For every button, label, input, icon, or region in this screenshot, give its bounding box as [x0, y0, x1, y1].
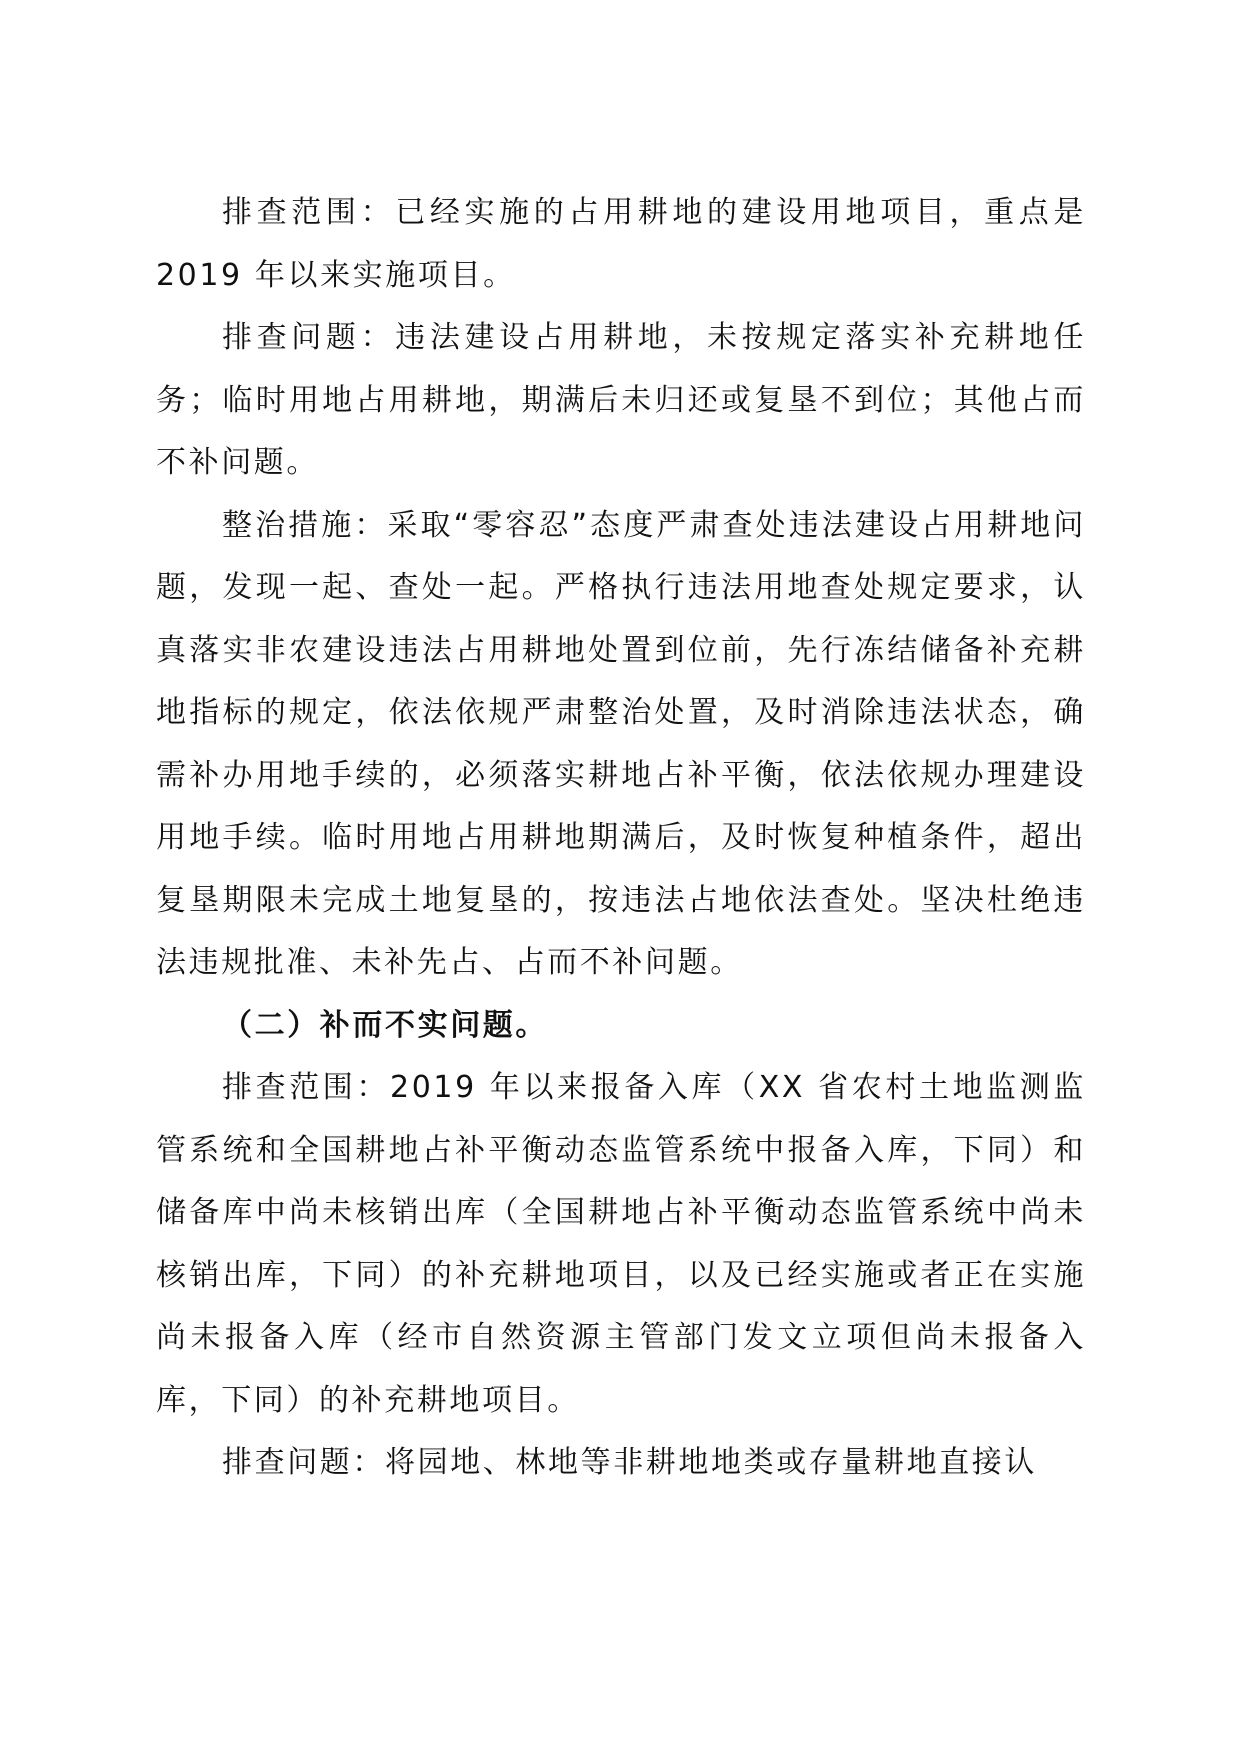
- paragraph-label: 排查问题：: [222, 1445, 385, 1480]
- paragraph-issues-occupation: [156, 307, 1086, 495]
- paragraph-text: 2019 年以来报备入库（XX 省农村土地监测监管系统和全国耕地占补平衡动态监管系统中报备入库，下同）和储备库中尚未核销出库（全国耕地占补平衡动态监管系统中尚未核销出库，下同）的补充耕地项目，以及已经实施或者正在实施尚未报备入库（经市自然资源主管部门发文立项但尚未报备入库，下同）的补充耕地项目。: [156, 1070, 1086, 1418]
- paragraph-text: 已经实施的占用耕地的建设用地项目，重点是2019 年以来实施项目。: [156, 195, 1087, 293]
- paragraph-text: 违法建设占用耕地，未按规定落实补充耕地任务；临时用地占用耕地，期满后未归还或复垦不到位；其他占而不补问题。: [156, 320, 1087, 480]
- paragraph-label: 排查范围：: [222, 195, 396, 230]
- paragraph-scope-occupation: [156, 182, 1086, 307]
- paragraph-issues-supplement: [156, 1432, 1086, 1495]
- paragraph-label: 排查问题：: [222, 320, 396, 355]
- paragraph-text: 将园地、林地等非耕地地类或存量耕地直接认: [385, 1445, 1037, 1480]
- paragraph-label: 排查范围：: [222, 1070, 391, 1105]
- paragraph-text: 采取“零容忍”态度严肃查处违法建设占用耕地问题，发现一起、查处一起。严格执行违法用地查处规定要求，认真落实非农建设违法占用耕地处置到位前，先行冻结储备补充耕地指标的规定，依法依规严肃整治处置，及时消除违法状态，确需补办用地手续的，必须落实耕地占补平衡，依法依规办理建设用地手续。临时用地占用耕地期满后，及时恢复种植条件，超出复垦期限未完成土地复垦的，按违法占地依法查处。坚决杜绝违法违规批准、未补先占、占而不补问题。: [156, 507, 1086, 980]
- paragraph-scope-supplement: [156, 1057, 1086, 1432]
- section-heading: （二）补而不实问题。: [222, 1007, 548, 1043]
- paragraph-label: 整治措施：: [222, 507, 388, 543]
- document-body: [156, 182, 1086, 1495]
- paragraph-measures-occupation: [156, 495, 1086, 995]
